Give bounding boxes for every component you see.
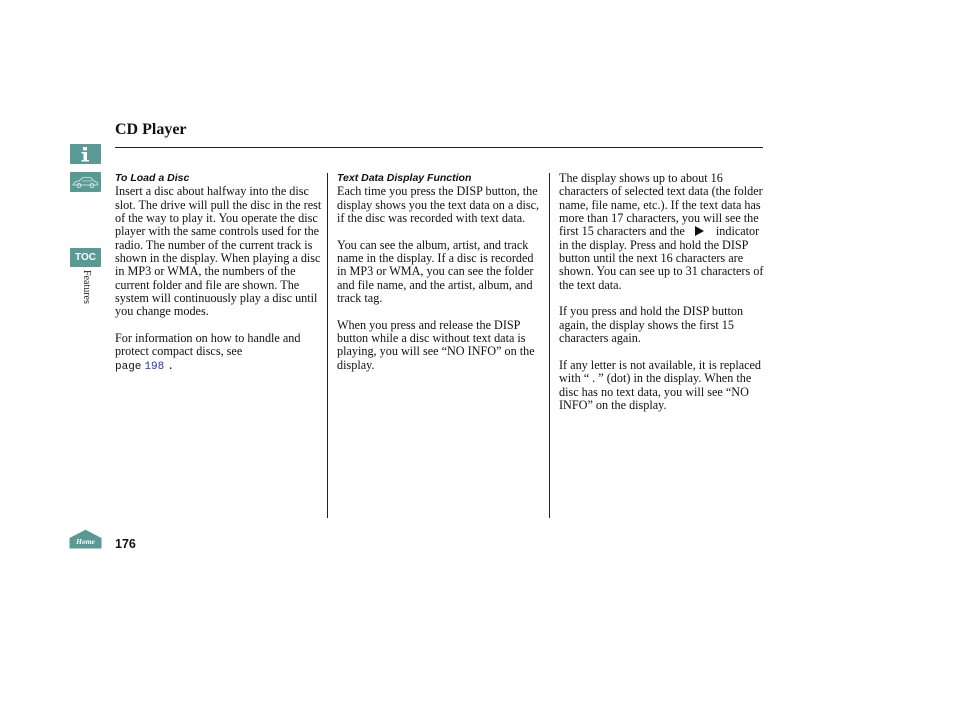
- column-divider-1: [327, 173, 328, 518]
- page-suffix: .: [167, 360, 174, 373]
- handle-discs-text: For information on how to handle and protect compact discs, see: [115, 331, 301, 359]
- text-data-paragraph-2: You can see the album, artist, and track name in the display. If a disc is recorded in MP3 or WMA, you can see the folder and file name, and the artist, album, and track tag.: [337, 237, 534, 306]
- text-data-paragraph-3: When you press and release the DISP button while a disc without text data is playing, you will see “NO INFO” on the display.: [337, 317, 535, 372]
- column-2: [337, 172, 545, 372]
- page-title: CD Player: [115, 121, 187, 138]
- load-disc-paragraph: Insert a disc about halfway into the disc slot. The drive will pull the disc in the rest of the way to play it. You operate the disc player with the same controls used for the radio. The number of the current track is shown in the display. When playing a disc in MP3 or WMA, the numbers of the current folder and file are shown. The system will continuously play a disc until you change modes.: [115, 184, 322, 319]
- home-icon: [69, 529, 102, 549]
- title-divider: [115, 147, 763, 148]
- toc-label: TOC: [75, 252, 96, 263]
- home-label: Home: [76, 537, 95, 546]
- text-data-paragraph-1: Each time you press the DISP button, the display shows you the text data on a disc, if the disc was recorded with text data.: [337, 184, 540, 226]
- play-indicator-icon: [695, 226, 704, 236]
- column-1: [115, 172, 323, 374]
- toc-button[interactable]: [70, 248, 101, 267]
- car-icon: [70, 172, 101, 192]
- text-data-heading: Text Data Display Function: [337, 172, 472, 184]
- display-chars-paragraph: [559, 172, 769, 292]
- info-button[interactable]: [70, 144, 101, 164]
- display-chars-text-before: The display shows up to about 16 characters of selected text data (the folder name, file name, etc.). If the text data has more than 17 characters, you will see the first 15 characters and the: [559, 171, 763, 239]
- info-icon: [70, 144, 101, 164]
- page-number: 176: [115, 537, 136, 551]
- home-button[interactable]: [69, 529, 102, 549]
- section-label: Features: [81, 270, 92, 304]
- page-198-link[interactable]: 198: [144, 360, 165, 373]
- page-prefix: page: [115, 360, 142, 373]
- car-button[interactable]: [70, 172, 101, 192]
- display-chars-text-after: indicator in the display. Press and hold the DISP button until the next 16 characters are shown. You can see up to 31 characters of the text data.: [559, 224, 764, 292]
- load-disc-heading: To Load a Disc: [115, 172, 190, 184]
- letter-unavailable-paragraph: If any letter is not available, it is replaced with “ . ” (dot) in the display. When the disc has no text data, you will see “NO INFO” on the display.: [559, 357, 762, 412]
- handle-discs-paragraph: [115, 332, 323, 374]
- hold-disp-paragraph: If you press and hold the DISP button again, the display shows the first 15 characters again.: [559, 304, 744, 346]
- column-3: [559, 172, 769, 412]
- column-divider-2: [549, 173, 550, 518]
